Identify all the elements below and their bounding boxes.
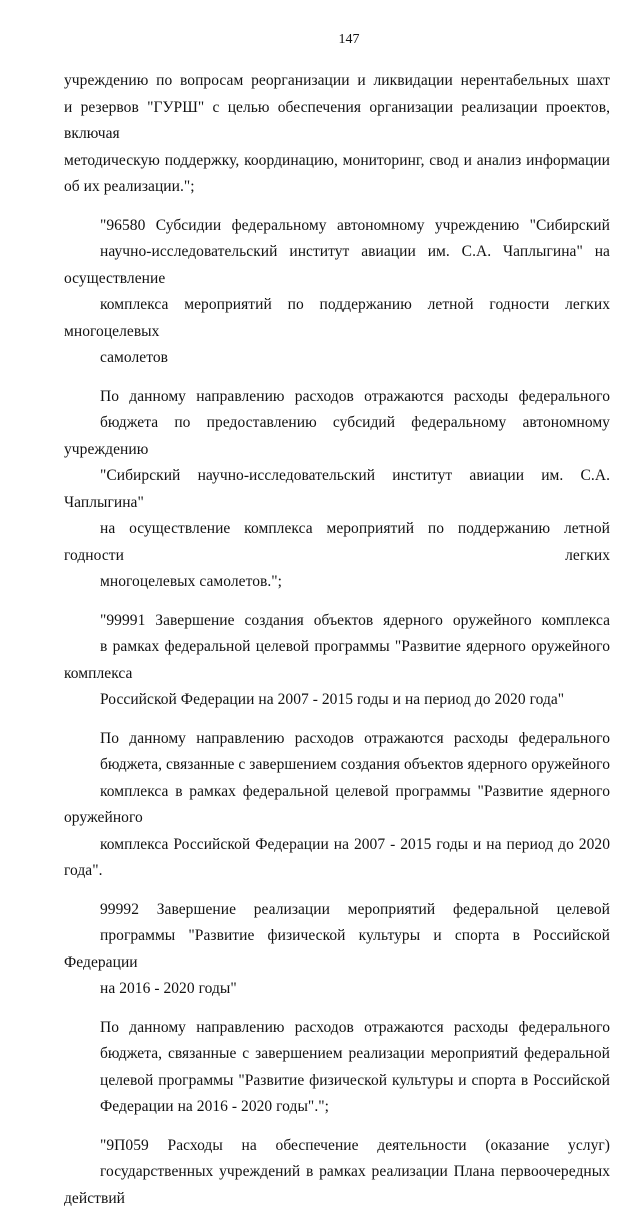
text-line: бюджета, связанные с завершением реализации мероприятий федеральной	[64, 1041, 610, 1068]
paragraph	[64, 897, 610, 1003]
text-line: "99991 Завершение создания объектов ядерного оружейного комплекса	[64, 608, 610, 635]
text-line: Федерации на 2016 - 2020 годы".";	[64, 1094, 610, 1121]
text-line: научно-исследовательский институт авиации им. С.А. Чаплыгина" на осуществление	[64, 239, 610, 292]
text-line: в рамках федеральной целевой программы "Развитие ядерного оружейного комплекса	[64, 634, 610, 687]
text-line: "96580 Субсидии федеральному автономному учреждению "Сибирский	[64, 213, 610, 240]
text-line: методическую поддержку, координацию, мониторинг, свод и анализ информации	[64, 148, 610, 175]
text-line: и резервов "ГУРШ" с целью обеспечения организации реализации проектов, включая	[64, 95, 610, 148]
text-line: "9П059 Расходы на обеспечение деятельности (оказание услуг)	[64, 1133, 610, 1160]
document-body	[64, 68, 610, 1212]
text-line: программы "Развитие физической культуры и спорта в Российской Федерации	[64, 923, 610, 976]
text-line: на 2016 - 2020 годы"	[64, 976, 610, 1003]
text-line: комплекса в рамках федеральной целевой программы "Развитие ядерного оружейного	[64, 779, 610, 832]
paragraph	[64, 608, 610, 714]
page-number: 147	[64, 32, 610, 48]
text-line: целевой программы "Развитие физической культуры и спорта в Российской	[64, 1068, 610, 1095]
text-line: об их реализации.";	[64, 174, 610, 201]
text-line: на осуществление комплекса мероприятий по поддержанию летной годности легких	[64, 516, 610, 569]
text-line: бюджета, связанные с завершением создания объектов ядерного оружейного	[64, 752, 610, 779]
paragraph	[64, 384, 610, 596]
text-line: По данному направлению расходов отражаются расходы федерального	[64, 726, 610, 753]
text-line: бюджета по предоставлению субсидий федеральному автономному учреждению	[64, 410, 610, 463]
text-line: комплекса Российской Федерации на 2007 - 2015 годы и на период до 2020 года".	[64, 832, 610, 885]
text-line: самолетов	[64, 345, 610, 372]
paragraph	[64, 726, 610, 885]
paragraph	[64, 68, 610, 201]
paragraph	[64, 1133, 610, 1212]
text-line: По данному направлению расходов отражаются расходы федерального	[64, 1015, 610, 1042]
text-line: комплекса мероприятий по поддержанию летной годности легких многоцелевых	[64, 292, 610, 345]
text-line: "Сибирский научно-исследовательский институт авиации им. С.А. Чаплыгина"	[64, 463, 610, 516]
paragraph	[64, 1015, 610, 1121]
text-line: 99992 Завершение реализации мероприятий федеральной целевой	[64, 897, 610, 924]
text-line: Российской Федерации на 2007 - 2015 годы и на период до 2020 года"	[64, 687, 610, 714]
text-line: государственных учреждений в рамках реализации Плана первоочередных действий	[64, 1159, 610, 1212]
paragraph	[64, 213, 610, 372]
text-line: учреждению по вопросам реорганизации и ликвидации нерентабельных шахт	[64, 68, 610, 95]
text-line: многоцелевых самолетов.";	[64, 569, 610, 596]
text-line: По данному направлению расходов отражаются расходы федерального	[64, 384, 610, 411]
